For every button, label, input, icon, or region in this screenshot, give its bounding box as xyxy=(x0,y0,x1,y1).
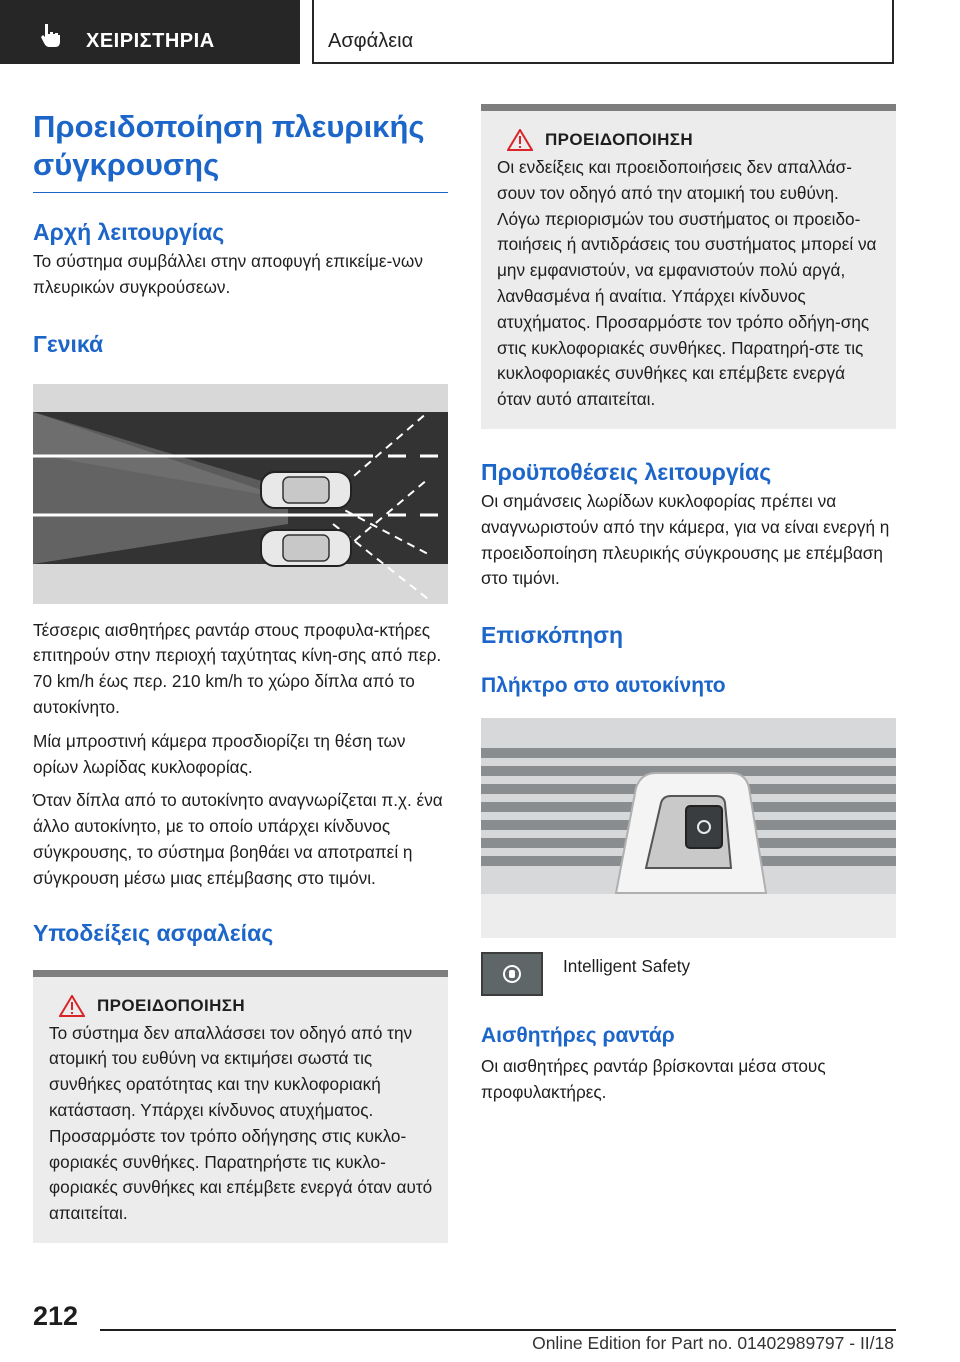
radar-text: Οι αισθητήρες ραντάρ βρίσκονται μέσα στους προφυλακτήρες. xyxy=(481,1056,826,1102)
warning-text: Το σύστημα δεν απαλλάσσει τον οδηγό από την ατομική του ευθύνη να εκτιμήσει σωστά τις συνθήκες ορατότητας και την κυκλοφοριακή κατάσταση. Υπάρχει κίνδυνος ατυχήματος. Προσαρμόστε τον τρόπο οδήγησης στις κυκλο-φοριακές συνθήκες. Παρατηρήστε τις κυκλο-φοριακές συνθήκες και επέμβετε ενεργά όταν αυτό απαιτείται. xyxy=(49,1022,433,1224)
intelligent-safety-label: Intelligent Safety xyxy=(563,956,691,977)
button-legend-row xyxy=(481,952,896,996)
radar-heading: Αισθητήρες ραντάρ xyxy=(481,1024,675,1048)
warning-title: ΠΡΟΕΙΔΟΠΟΙΗΣΗ xyxy=(97,995,246,1015)
intelligent-safety-button[interactable] xyxy=(481,952,543,996)
edition-note: Online Edition for Part no. 01402989797 - II/18 xyxy=(532,1333,894,1353)
prereq-text: Οι σημάνσεις λωρίδων κυκλοφορίας πρέπει να αναγνωριστούν από την κάμερα, για να είναι ενεργή η προειδοποίηση πλευρικής σύγκρουσης με επέμβαση στο τιμόνι. xyxy=(481,490,890,589)
chapter-tab-label: ΧΕΙΡΙΣΤΗΡΙΑ xyxy=(86,30,215,52)
general-para-2: Μία μπροστινή κάμερα προσδιορίζει τη θέση των ορίων λωρίδας κυκλοφορίας. xyxy=(33,730,406,777)
chapter-tab[interactable] xyxy=(0,0,300,64)
car-top xyxy=(261,472,351,508)
warning-top-bar xyxy=(33,970,448,977)
left-warning-box xyxy=(33,970,448,1243)
general-para-3: Όταν δίπλα από το αυτοκίνητο αναγνωρίζεται π.χ. ένα άλλο αυτοκίνητο, με το οποίο υπάρχει κίνδυνος σύγκρουσης, το σύστημα βοηθάει να αποτραπεί η σύγκρουση μέσω μιας επέμβασης στο τιμόνι. xyxy=(33,790,443,888)
principle-heading: Αρχή λειτουργίας xyxy=(33,219,225,245)
right-column xyxy=(481,104,896,1106)
prereq-heading: Προϋποθέσεις λειτουργίας xyxy=(481,458,772,485)
radar-coverage-diagram xyxy=(33,384,448,604)
section-header xyxy=(312,0,894,64)
left-column xyxy=(33,108,448,1243)
right-warning-box xyxy=(481,104,896,429)
footer-divider xyxy=(100,1329,896,1331)
car-bottom xyxy=(261,530,351,566)
button-heading: Πλήκτρο στο αυτοκίνητο xyxy=(481,674,726,698)
page-title: Προειδοποίηση πλευρικής σύγκρουσης xyxy=(33,108,448,193)
warning-top-bar xyxy=(481,104,896,111)
principle-text: Το σύστημα συμβάλλει στην αποφυγή επικείμε-νων πλευρικών συγκρούσεων. xyxy=(33,251,423,297)
safety-heading: Υποδείξεις ασφαλείας xyxy=(33,919,274,946)
lane-radar-illustration xyxy=(33,384,448,604)
intelligent-safety-icon xyxy=(500,962,524,986)
warning-triangle-icon xyxy=(507,129,533,151)
section-header-label: Ασφάλεια xyxy=(328,30,414,52)
dashboard-button-illustration xyxy=(481,718,896,938)
overview-heading: Επισκόπηση xyxy=(481,622,623,649)
grille-button-photo xyxy=(481,718,896,938)
general-heading: Γενικά xyxy=(33,330,104,357)
warning-title: ΠΡΟΕΙΔΟΠΟΙΗΣΗ xyxy=(545,130,694,149)
warning-triangle-icon xyxy=(59,995,85,1017)
general-para-1: Τέσσερις αισθητήρες ραντάρ στους προφυλα-κτήρες επιτηρούν στην περιοχή ταχύτητας κίνη-σης από περ. 70 km/h έως περ. 210 km/h το χώρο δίπλα από το αυτοκίνητο. xyxy=(33,619,442,717)
pointing-hand-icon xyxy=(38,22,64,48)
warning-text: Οι ενδείξεις και προειδοποιήσεις δεν απαλλάσ-σουν τον οδηγό από την ατομική του ευθύνη. Λόγω περιορισμών του συστήματος οι προειδο-ποιήσεις ή αντιδράσεις του συστήματος μπορεί να μην εμφανιστούν, να εμφανιστούν πολύ αργά, λανθασμένα ή αναίτια. Υπάρχει κίνδυνος ατυχήματος. Προσαρμόστε τον τρόπο οδήγη-σης στις κυκλοφοριακές συνθήκες. Παρατηρή-στε τις κυκλοφοριακές συνθήκες και επέμβετε ενεργά όταν αυτό απαιτείται. xyxy=(497,157,877,410)
page-number: 212 xyxy=(33,1301,79,1331)
